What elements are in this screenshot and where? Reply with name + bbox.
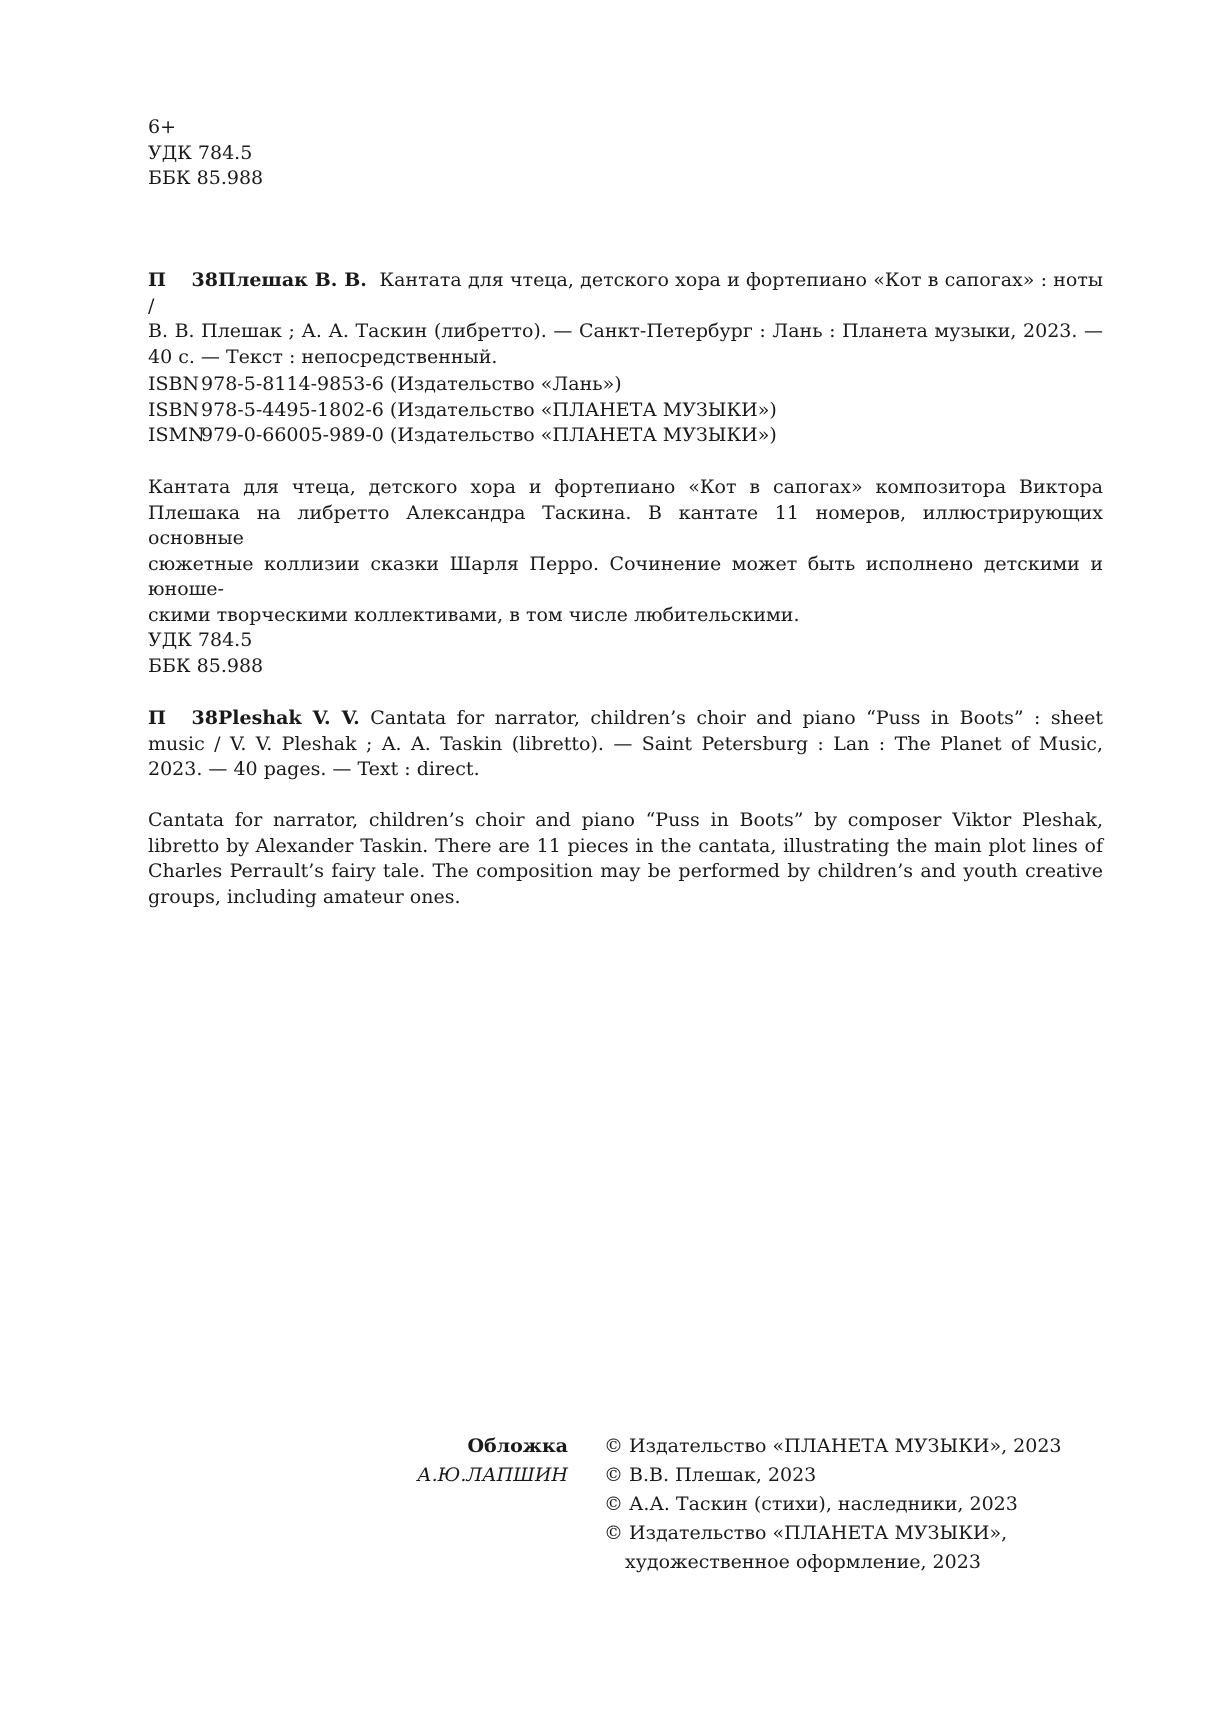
bbk-code: ББК 85.988 bbox=[148, 654, 264, 677]
en-entry-line-1 bbox=[148, 706, 1103, 732]
russian-annotation bbox=[148, 475, 1103, 628]
author-sign: П 38 bbox=[148, 269, 218, 291]
author-name: Pleshak V. V. bbox=[218, 707, 360, 729]
annotation-line: groups, including amateur ones. bbox=[148, 885, 461, 908]
annotation-line: libretto by Alexander Taskin. There are 11 pieces in the cantata, illustrating the main plot lines of bbox=[148, 834, 1103, 857]
annotation-line: Плешака на либретто Александра Таскина. В кантате 11 номеров, иллюстрирующих основные bbox=[148, 501, 1103, 549]
bbk-code: ББК 85.988 bbox=[148, 167, 264, 189]
isbn-line: ISBN 978-5-4495-1802-6 (Издательство «ПЛАНЕТА МУЗЫКИ») bbox=[148, 398, 777, 421]
en-entry-line-2: music / V. V. Pleshak ; A. A. Taskin (libretto). — Saint Petersburg : Lan : The Planet of Music, bbox=[148, 732, 1103, 755]
annotation-line: Кантата для чтеца, детского хора и фортепиано «Кот в сапогах» композитора Виктора bbox=[148, 476, 1103, 498]
annotation-line: скими творческими коллективами, в том числе любительскими. bbox=[148, 603, 800, 626]
copyright-line: © В.В. Плешак, 2023 bbox=[604, 1464, 817, 1486]
ru-entry-title: Кантата для чтеца, детского хора и фортепиано «Кот в сапогах» : ноты / bbox=[148, 269, 1103, 317]
udk-code: УДК 784.5 bbox=[148, 141, 253, 164]
ru-entry-line-3: 40 с. — Текст : непосредственный. bbox=[148, 345, 498, 368]
ru-entry-line-1 bbox=[148, 268, 1103, 319]
cover-artist-name: А.Ю.ЛАПШИН bbox=[417, 1464, 568, 1486]
copyright-line: © Издательство «ПЛАНЕТА МУЗЫКИ», 2023 bbox=[604, 1435, 1062, 1457]
isbn-list bbox=[148, 372, 777, 449]
cover-label: Обложка bbox=[467, 1435, 568, 1457]
author-sign: П 38 bbox=[148, 707, 218, 729]
copyright-line: © А.А. Таскин (стихи), наследники, 2023 bbox=[604, 1493, 1018, 1515]
english-annotation bbox=[148, 808, 1103, 910]
annotation-line: Charles Perrault’s fairy tale. The composition may be performed by children’s and youth creative bbox=[148, 860, 1103, 882]
en-entry-line-3: 2023. — 40 pages. — Text : direct. bbox=[148, 758, 480, 780]
en-entry-title: Cantata for narrator, children’s choir and piano “Puss in Boots” : sheet bbox=[370, 707, 1103, 729]
isbn-line: ISBN 978-5-8114-9853-6 (Издательство «Лань») bbox=[148, 373, 622, 395]
copyright-line-continuation: художественное оформление, 2023 bbox=[625, 1551, 981, 1573]
annotation-line: сюжетные коллизии сказки Шарля Перро. Сочинение может быть исполнено детскими и юноше- bbox=[148, 552, 1103, 600]
cover-credit bbox=[360, 1432, 568, 1490]
bottom-classification-codes bbox=[148, 628, 263, 679]
author-name: Плешак В. В. bbox=[218, 269, 367, 291]
copyright-line: © Издательство «ПЛАНЕТА МУЗЫКИ», bbox=[604, 1522, 1008, 1544]
annotation-line: Cantata for narrator, children’s choir and piano “Puss in Boots” by composer Viktor Pleshak, bbox=[148, 809, 1103, 831]
top-classification-codes bbox=[148, 115, 263, 192]
copyright-notices bbox=[604, 1432, 1062, 1577]
udk-code: УДК 784.5 bbox=[148, 629, 253, 651]
russian-bibliographic-entry bbox=[148, 268, 1103, 370]
english-bibliographic-entry bbox=[148, 706, 1103, 783]
age-rating: 6+ bbox=[148, 116, 177, 138]
ismn-line: ISMN 979-0-66005-989-0 (Издательство «ПЛАНЕТА МУЗЫКИ») bbox=[148, 424, 777, 446]
ru-entry-line-2: В. В. Плешак ; А. А. Таскин (либретто). — Санкт-Петербург : Лань : Планета музыки, 2023. — bbox=[148, 320, 1103, 342]
